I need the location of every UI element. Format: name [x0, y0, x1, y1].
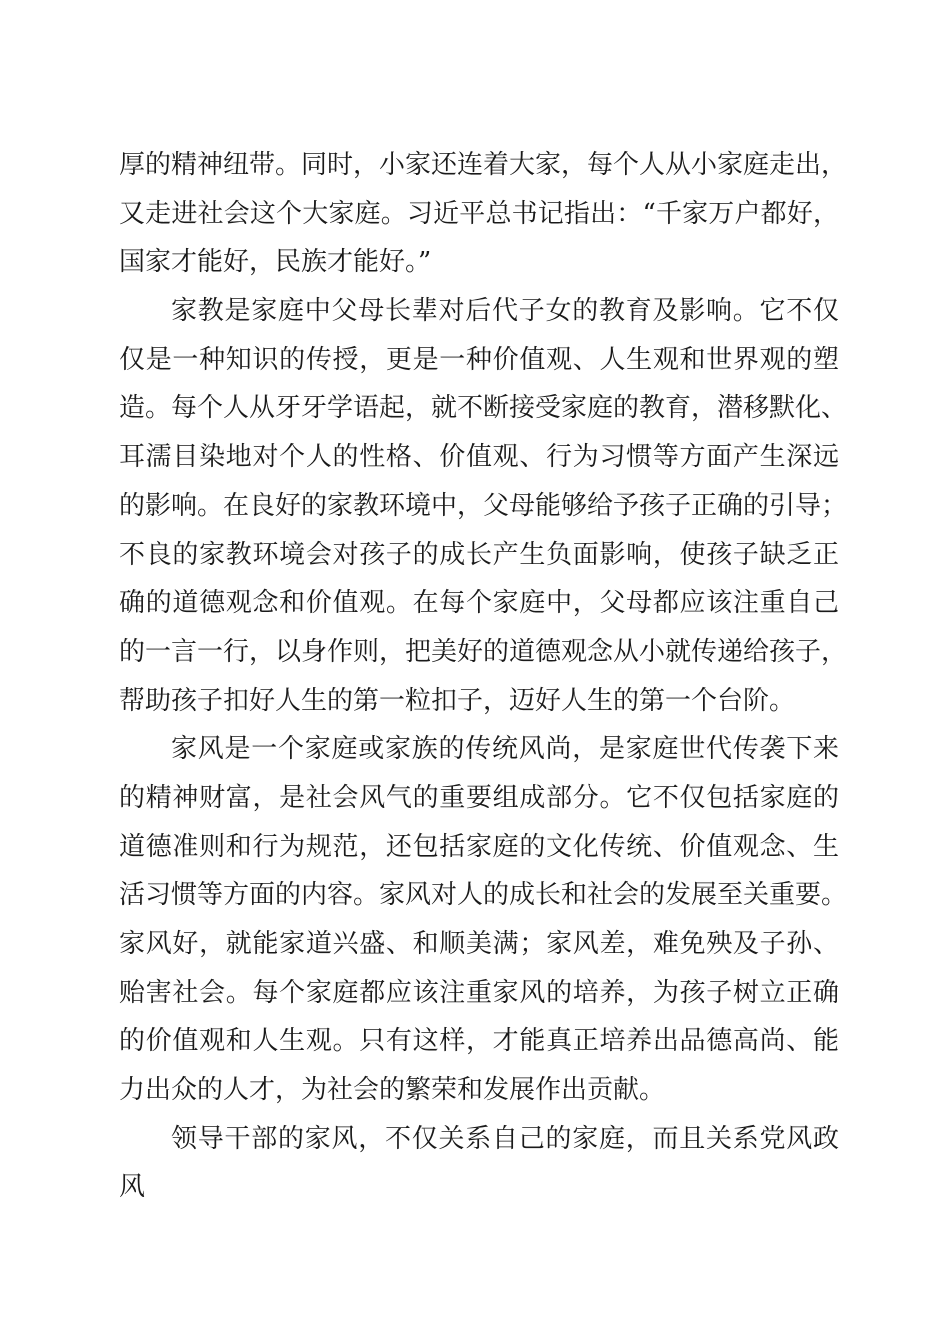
paragraph-3-line-1: 家风是一个家庭或家族的传统风尚，是家庭世代传袭下来: [171, 734, 839, 765]
paragraph-2-line-8: 的一言一行，以身作则，把美好的道德观念从小就传递给孩子，: [119, 636, 848, 667]
paragraph-3-line-8: 力出众的人才，为社会的繁荣和发展作出贡献。: [119, 1075, 666, 1106]
paragraph-3-line-5: 家风好，就能家道兴盛、和顺美满；家风差，难免殃及子孙、: [119, 929, 839, 959]
paragraph-2-line-2: 仅是一种知识的传授，更是一种价值观、人生观和世界观的塑: [119, 344, 839, 375]
paragraph-2-line-1: 家教是家庭中父母长辈对后代子女的教育及影响。它不仅: [171, 296, 839, 327]
paragraph-1-line-1: 厚的精神纽带。同时，小家还连着大家，每个人从小家庭走出，: [119, 150, 848, 180]
paragraph-4-line-1: 领导干部的家风，不仅关系自己的家庭，而且关系党风政: [171, 1123, 839, 1154]
paragraph-2-line-5: 的影响。在良好的家教环境中，父母能够给予孩子正确的引导；: [119, 490, 848, 521]
paragraph-1-line-2: 又走进社会这个大家庭。习近平总书记指出：“千家万户都好，: [119, 198, 839, 229]
paragraph-3-line-2: 的精神财富，是社会风气的重要组成部分。它不仅包括家庭的: [119, 782, 839, 813]
paragraph-3-line-3: 道德准则和行为规范，还包括家庭的文化传统、价值观念、生: [119, 831, 839, 862]
body-text: [119, 141, 848, 1212]
paragraph-4-line-2: 风: [119, 1172, 146, 1203]
paragraph-3-line-4: 活习惯等方面的内容。家风对人的成长和社会的发展至关重要。: [119, 880, 848, 911]
paragraph-2-line-3: 造。每个人从牙牙学语起，就不断接受家庭的教育，潜移默化、: [119, 393, 848, 424]
paragraph-2-line-6: 不良的家教环境会对孩子的成长产生负面影响，使孩子缺乏正: [119, 539, 839, 570]
paragraph-1-line-3: 国家才能好，民族才能好。”: [119, 247, 432, 278]
paragraph-3-line-7: 的价值观和人生观。只有这样，才能真正培养出品德高尚、能: [119, 1026, 839, 1057]
paragraph-3-line-6: 贻害社会。每个家庭都应该注重家风的培养，为孩子树立正确: [119, 977, 839, 1008]
paragraph-2-line-9: 帮助孩子扣好人生的第一粒扣子，迈好人生的第一个台阶。: [119, 685, 796, 716]
paragraph-2-line-4: 耳濡目染地对个人的性格、价值观、行为习惯等方面产生深远: [119, 442, 839, 473]
paragraph-2-line-7: 确的道德观念和价值观。在每个家庭中，父母都应该注重自己: [119, 588, 839, 619]
